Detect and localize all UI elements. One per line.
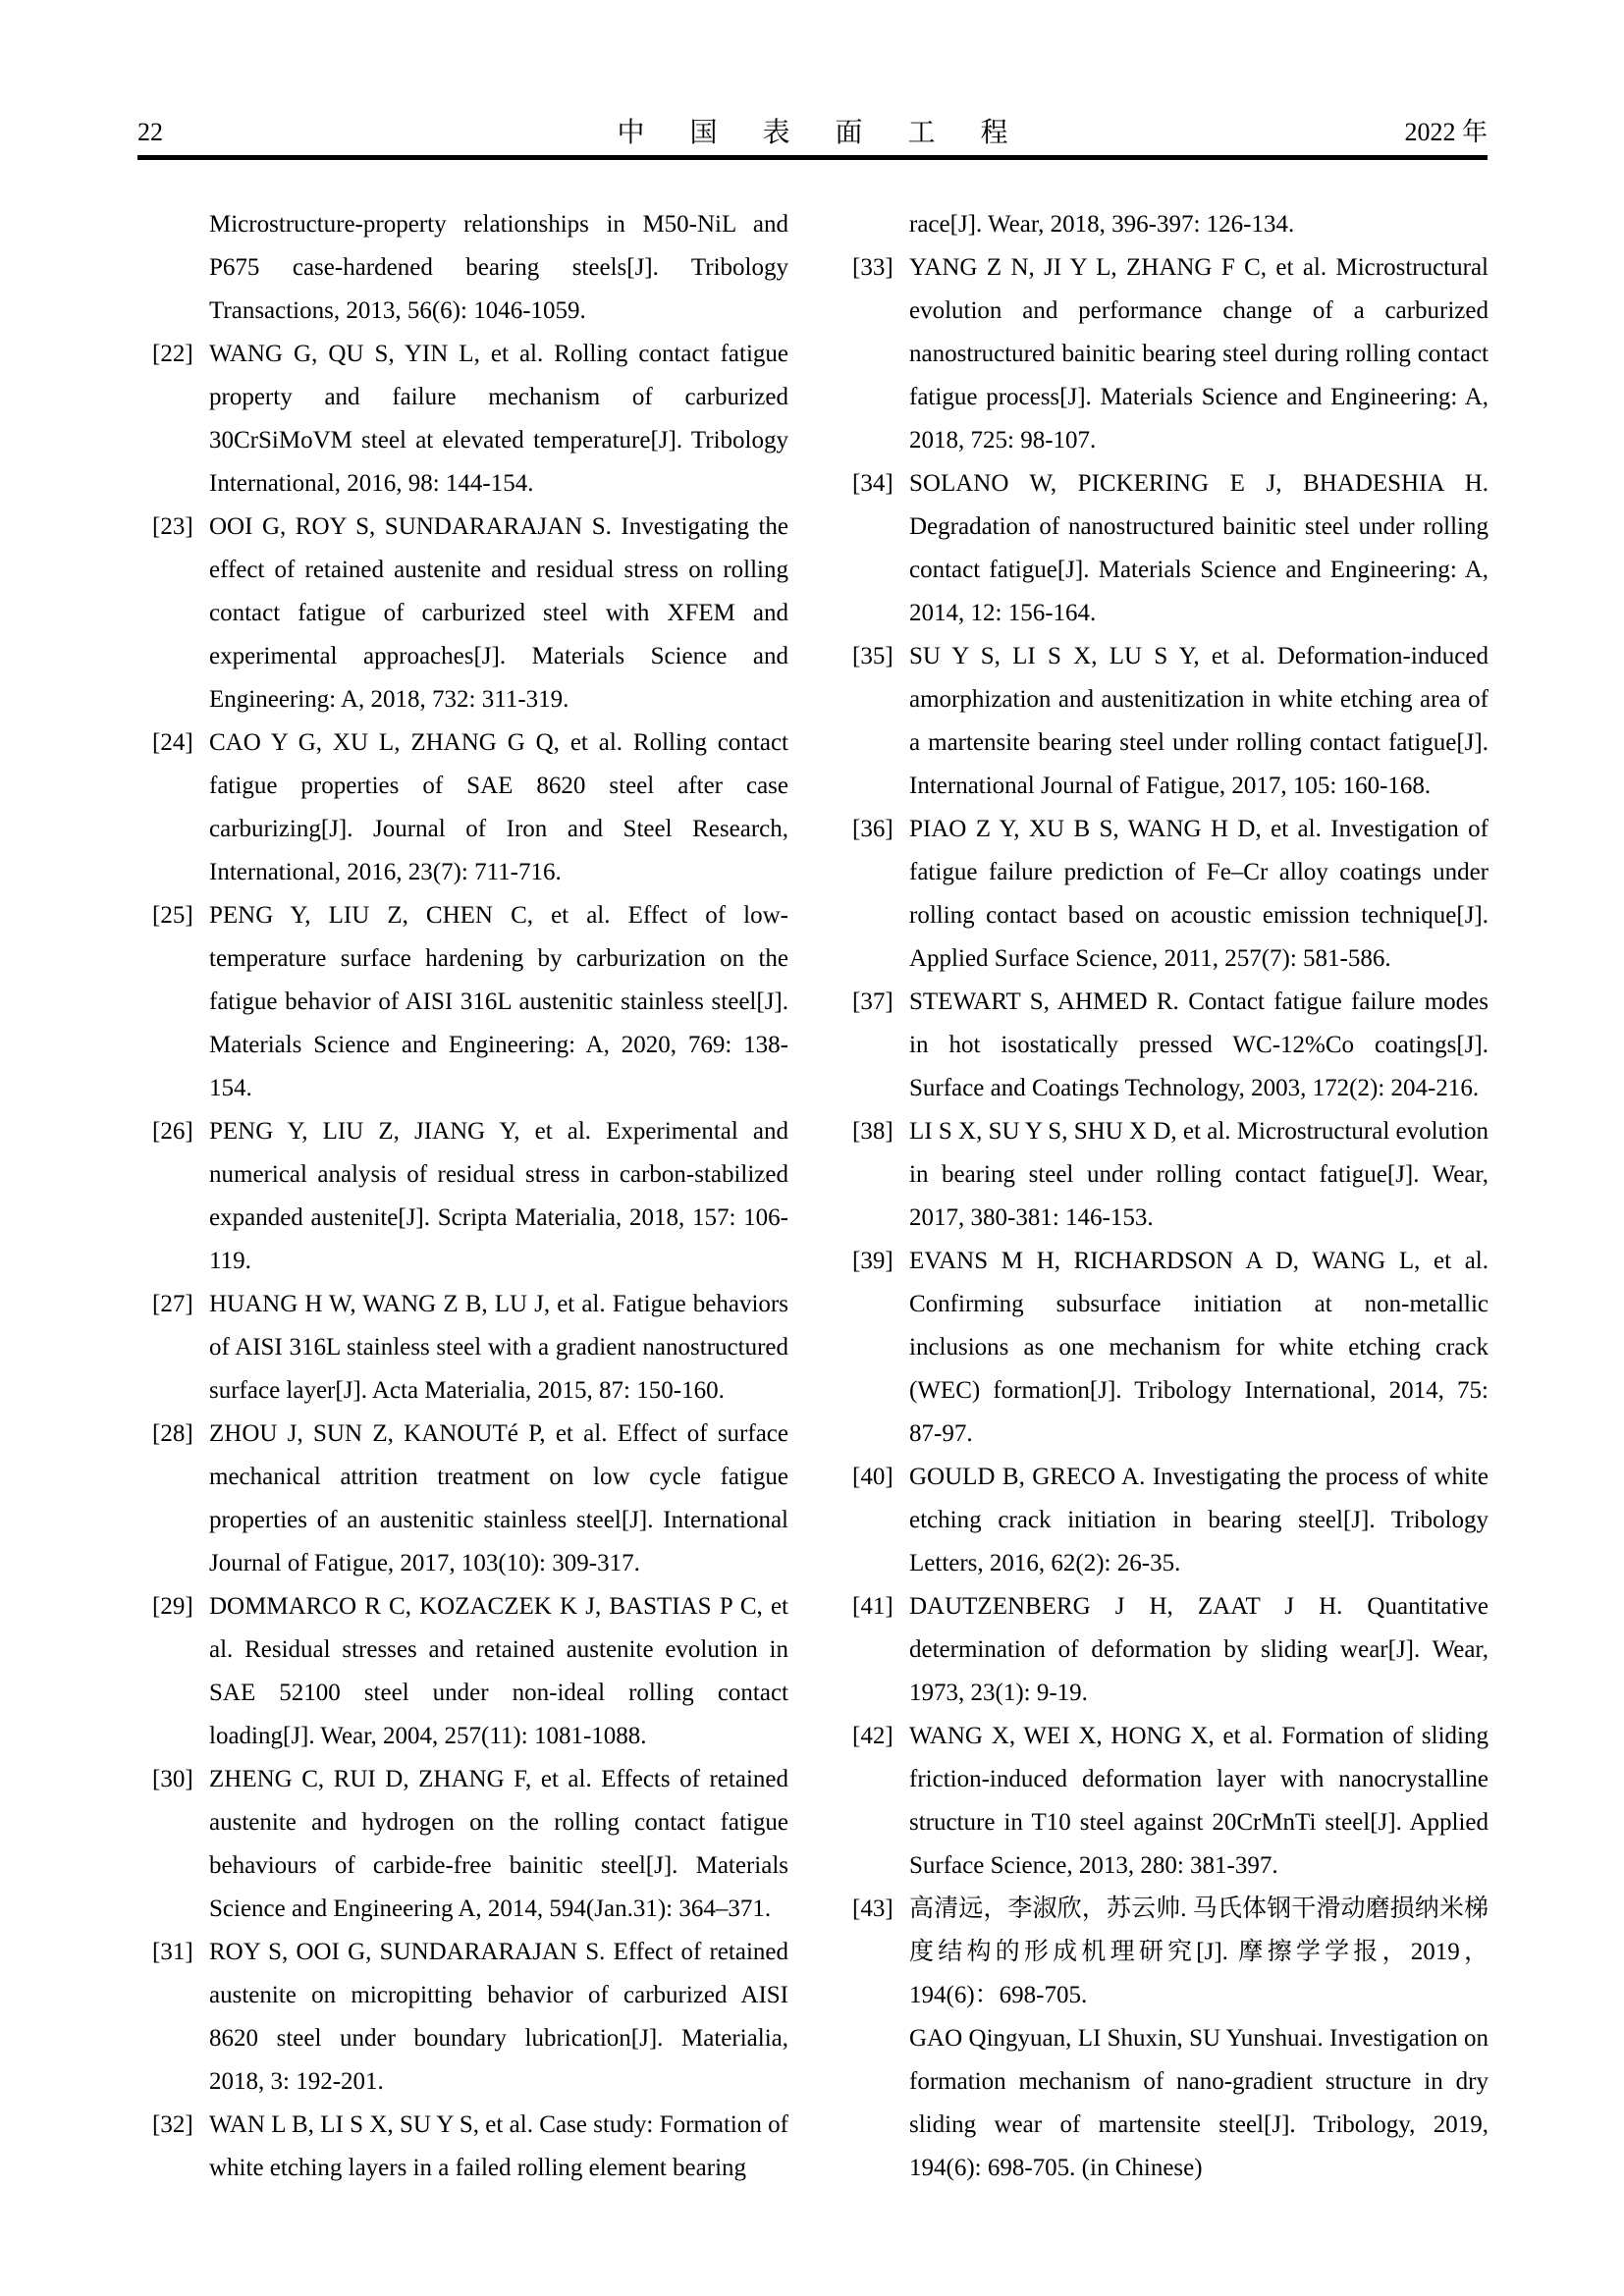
reference-body — [909, 1888, 1489, 2190]
reference-item — [852, 1888, 1489, 2190]
reference-body — [909, 246, 1489, 462]
reference-body — [909, 1110, 1489, 1240]
reference-text: DAUTZENBERG J H, ZAAT J H. Quantitative determination of deformation by sliding wear[J]. Wear, 1973, 23(1): 9-19. — [909, 1593, 1489, 1706]
reference-body — [209, 894, 788, 1110]
reference-body — [209, 1110, 788, 1283]
reference-number: [23] — [152, 513, 193, 540]
reference-number: [25] — [152, 902, 193, 929]
reference-item — [852, 1715, 1489, 1888]
reference-item — [152, 203, 788, 333]
reference-number: [36] — [852, 816, 893, 842]
reference-number: [22] — [152, 341, 193, 367]
reference-text: 高清远，李淑欣，苏云帅. 马氏体钢干滑动磨损纳米梯度结构的形成机理研究[J]. 摩擦学学报，2019，194(6)：698-705. — [909, 1896, 1489, 2008]
running-head — [137, 118, 1488, 160]
reference-text: WANG G, QU S, YIN L, et al. Rolling contact fatigue property and failure mechanism of carburized 30CrSiMoVM steel at elevated temperature[J]. Tribology International, 2016, 98: 144-154. — [209, 341, 788, 497]
reference-text: LI S X, SU Y S, SHU X D, et al. Microstructural evolution in bearing steel under rolling contact fatigue[J]. Wear, 2017, 380-381: 146-153. — [909, 1118, 1489, 1231]
reference-text: SU Y S, LI S X, LU S Y, et al. Deformation-induced amorphization and austenitization in white etching area of a martensite bearing steel under rolling contact fatigue[J]. International Journal of Fatigue, 2017, 105: 160-168. — [909, 643, 1489, 799]
reference-number: [40] — [852, 1464, 893, 1490]
reference-text: OOI G, ROY S, SUNDARARAJAN S. Investigating the effect of retained austenite and residual stress on rolling contact fatigue of carburized steel with XFEM and experimental approaches[J]. Materials Science and Engineering: A, 2018, 732: 311-319. — [209, 513, 788, 713]
reference-number: [28] — [152, 1420, 193, 1447]
reference-number: [38] — [852, 1118, 893, 1145]
reference-number: [42] — [852, 1723, 893, 1749]
reference-text: ZHOU J, SUN Z, KANOUTé P, et al. Effect of surface mechanical attrition treatment on low cycle fatigue properties of an austenitic stainless steel[J]. International Journal of Fatigue, 2017, 103(10): 309-317. — [209, 1420, 788, 1576]
reference-text: WANG X, WEI X, HONG X, et al. Formation of sliding friction-induced deformation layer with nanocrystalline structure in T10 steel against 20CrMnTi steel[J]. Applied Surface Science, 2013, 280: 381-397. — [909, 1723, 1489, 1879]
reference-item — [152, 1283, 788, 1413]
reference-text: YANG Z N, JI Y L, ZHANG F C, et al. Microstructural evolution and performance change of a carburized nanostructured bainitic bearing steel during rolling contact fatigue process[J]. Materials Science and Engineering: A, 2018, 725: 98-107. — [909, 254, 1489, 454]
reference-body — [209, 1931, 788, 2104]
reference-text: WAN L B, LI S X, SU Y S, et al. Case study: Formation of white etching layers in a failed rolling element bearing — [209, 2111, 788, 2181]
references-right-column — [852, 203, 1489, 2190]
reference-number: [29] — [152, 1593, 193, 1620]
reference-body — [209, 721, 788, 894]
reference-item — [852, 808, 1489, 981]
reference-item — [152, 2104, 788, 2190]
reference-item — [852, 981, 1489, 1110]
reference-number: [27] — [152, 1291, 193, 1317]
reference-item — [152, 1931, 788, 2104]
reference-body — [209, 333, 788, 506]
journal-title: 中国表面工程 — [617, 117, 1054, 147]
reference-body — [909, 808, 1489, 981]
reference-text: GAO Qingyuan, LI Shuxin, SU Yunshuai. Investigation on formation mechanism of nano-gradient structure in dry sliding wear of martensite steel[J]. Tribology, 2019, 194(6): 698-705. (in Chinese) — [909, 2025, 1489, 2181]
reference-body — [909, 1585, 1489, 1715]
reference-item — [152, 1110, 788, 1283]
reference-item — [852, 1585, 1489, 1715]
reference-number: [32] — [152, 2111, 193, 2138]
reference-text: DOMMARCO R C, KOZACZEK K J, BASTIAS P C, et al. Residual stresses and retained austenite evolution in SAE 52100 steel under non-ideal rolling contact loading[J]. Wear, 2004, 257(11): 1081-1088. — [209, 1593, 788, 1749]
reference-number: [34] — [852, 470, 893, 497]
reference-item — [852, 246, 1489, 462]
reference-text: EVANS M H, RICHARDSON A D, WANG L, et al. Confirming subsurface initiation at non-metallic inclusions as one mechanism for white etching crack (WEC) formation[J]. Tribology International, 2014, 75: 87-97. — [909, 1248, 1489, 1447]
reference-body — [909, 462, 1489, 635]
reference-body — [909, 203, 1489, 246]
reference-item — [152, 1413, 788, 1585]
reference-text: SOLANO W, PICKERING E J, BHADESHIA H. Degradation of nanostructured bainitic steel under rolling contact fatigue[J]. Materials Science and Engineering: A, 2014, 12: 156-164. — [909, 470, 1489, 626]
reference-item — [852, 1240, 1489, 1456]
references-left-column — [152, 203, 788, 2190]
reference-body — [909, 981, 1489, 1110]
reference-number: [33] — [852, 254, 893, 281]
reference-body — [909, 1240, 1489, 1456]
reference-item — [152, 506, 788, 721]
reference-item — [852, 1456, 1489, 1585]
reference-number: [37] — [852, 988, 893, 1015]
reference-body — [209, 506, 788, 721]
reference-item — [152, 1585, 788, 1758]
reference-number: [39] — [852, 1248, 893, 1274]
reference-item — [852, 635, 1489, 808]
reference-text: GOULD B, GRECO A. Investigating the process of white etching crack initiation in bearing steel[J]. Tribology Letters, 2016, 62(2): 26-35. — [909, 1464, 1489, 1576]
reference-number: [26] — [152, 1118, 193, 1145]
reference-item — [852, 1110, 1489, 1240]
reference-number: [24] — [152, 729, 193, 756]
reference-number: [41] — [852, 1593, 893, 1620]
references-section — [152, 203, 1489, 2190]
reference-body — [909, 1715, 1489, 1888]
reference-text: STEWART S, AHMED R. Contact fatigue failure modes in hot isostatically pressed WC-12%Co coatings[J]. Surface and Coatings Technology, 2003, 172(2): 204-216. — [909, 988, 1489, 1101]
reference-number: [31] — [152, 1939, 193, 1965]
reference-text: HUANG H W, WANG Z B, LU J, et al. Fatigue behaviors of AISI 316L stainless steel with a gradient nanostructured surface layer[J]. Acta Materialia, 2015, 87: 150-160. — [209, 1291, 788, 1404]
reference-text: PIAO Z Y, XU B S, WANG H D, et al. Investigation of fatigue failure prediction of Fe–Cr alloy coatings under rolling contact based on acoustic emission technique[J]. Applied Surface Science, 2011, 257(7): 581-586. — [909, 816, 1489, 972]
reference-text: ZHENG C, RUI D, ZHANG F, et al. Effects of retained austenite and hydrogen on the rolling contact fatigue behaviours of carbide-free bainitic steel[J]. Materials Science and Engineering A, 2014, 594(Jan.31): 364–371. — [209, 1766, 788, 1922]
reference-body — [209, 1283, 788, 1413]
reference-item — [852, 203, 1489, 246]
reference-item — [152, 894, 788, 1110]
reference-body — [909, 1456, 1489, 1585]
year-label: 2022 年 — [1404, 118, 1488, 146]
reference-body — [209, 1585, 788, 1758]
reference-text: Microstructure-property relationships in M50-NiL and P675 case-hardened bearing steels[J]. Tribology Transactions, 2013, 56(6): 1046-1059. — [209, 211, 788, 324]
reference-number: [30] — [152, 1766, 193, 1792]
reference-item — [152, 333, 788, 506]
reference-number: [43] — [852, 1896, 893, 1922]
reference-number: [35] — [852, 643, 893, 669]
reference-body — [209, 1413, 788, 1585]
reference-item — [152, 721, 788, 894]
reference-text: PENG Y, LIU Z, CHEN C, et al. Effect of low-temperature surface hardening by carburization on the fatigue behavior of AISI 316L austenitic stainless steel[J]. Materials Science and Engineering: A, 2020, 769: 138-154. — [209, 902, 788, 1101]
reference-body — [209, 203, 788, 333]
reference-text: race[J]. Wear, 2018, 396-397: 126-134. — [909, 211, 1295, 238]
reference-text: PENG Y, LIU Z, JIANG Y, et al. Experimental and numerical analysis of residual stress in carbon-stabilized expanded austenite[J]. Scripta Materialia, 2018, 157: 106-119. — [209, 1118, 788, 1274]
page-number: 22 — [137, 118, 163, 146]
reference-body — [909, 635, 1489, 808]
reference-text: CAO Y G, XU L, ZHANG G Q, et al. Rolling contact fatigue properties of SAE 8620 steel after case carburizing[J]. Journal of Iron and Steel Research, International, 2016, 23(7): 711-716. — [209, 729, 788, 885]
reference-text: ROY S, OOI G, SUNDARARAJAN S. Effect of retained austenite on micropitting behavior of carburized AISI 8620 steel under boundary lubrication[J]. Materialia, 2018, 3: 192-201. — [209, 1939, 788, 2095]
reference-item — [852, 462, 1489, 635]
reference-item — [152, 1758, 788, 1931]
reference-body — [209, 1758, 788, 1931]
reference-body — [209, 2104, 788, 2190]
